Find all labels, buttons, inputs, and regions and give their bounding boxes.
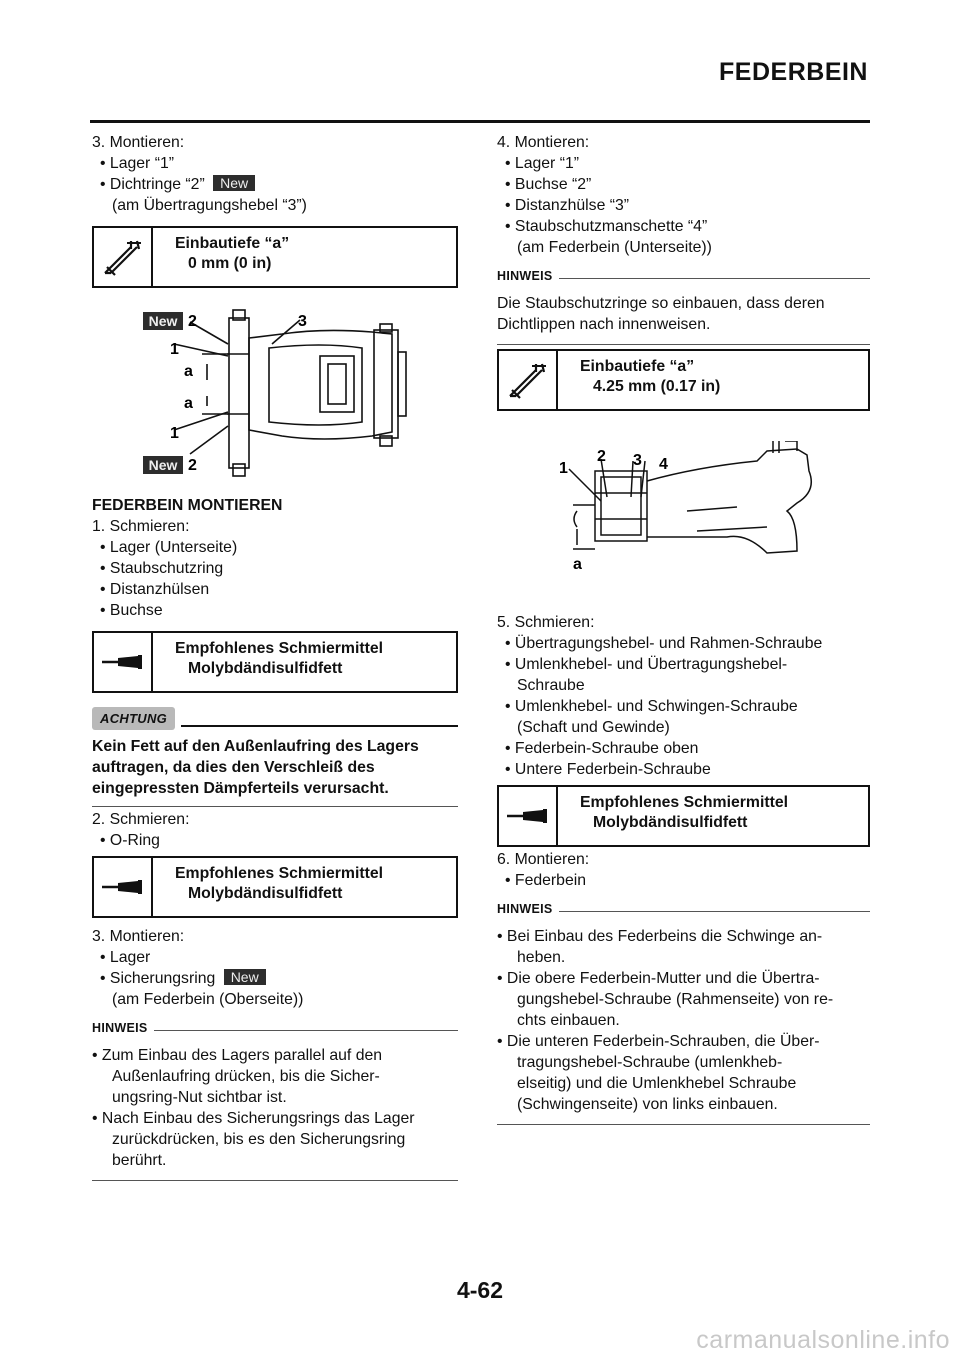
lubricant-value: Molybdändisulfidfett	[593, 814, 748, 831]
figure-label: a	[184, 395, 193, 412]
grease-gun-icon	[499, 787, 558, 845]
lubricant-title: Empfohlenes Schmiermittel	[175, 640, 384, 657]
list-item: • Distanzhülsen	[100, 581, 210, 598]
list-item: • Buchse	[100, 602, 163, 619]
divider	[92, 1180, 458, 1181]
figure-label: a	[573, 556, 582, 573]
note-text: Die Staubschutzringe so einbauen, dass deren Dichtlippen nach innenweisen.	[497, 295, 825, 333]
note-label: HINWEIS	[497, 269, 553, 283]
divider	[497, 344, 870, 345]
list-item: • Distanzhülse “3”	[505, 197, 630, 214]
caution-label: ACHTUNG	[92, 707, 175, 730]
list-item: • Sicherungsring New	[92, 968, 458, 989]
list-item: • Lager “1”	[505, 155, 580, 172]
step-title: 3. Montieren:	[92, 928, 185, 945]
list-item: Schraube	[517, 677, 585, 694]
spec-box	[497, 349, 870, 411]
note-text: • Bei Einbau des Federbeins die Schwinge an- heben. • Die obere Federbein-Mutter und die Übertra- gungshebel-Schraube (Rahmenseite) von re- chts einbauen. • Die unteren Federbein-Schrauben, die Über- tragungshebel-Schraube (umlenkheb- elseitig) und die Umlenkhebel Schraube (Schwingenseite) von links einbauen.	[497, 928, 834, 1113]
note-label: HINWEIS	[497, 902, 553, 916]
note-header	[497, 899, 870, 920]
section-title: FEDERBEIN MONTIEREN	[92, 497, 283, 514]
watermark: carmanualsonline.info	[696, 1326, 950, 1354]
page-title: FEDERBEIN	[719, 58, 868, 86]
figure-label: a	[184, 363, 193, 380]
lubricant-box	[92, 856, 458, 918]
lubricant-box	[497, 785, 870, 847]
step-title: 6. Montieren:	[497, 851, 590, 868]
note-header	[497, 266, 870, 287]
new-badge: New	[224, 969, 266, 985]
caution-text: Kein Fett auf den Außenlaufring des Lagers auftragen, da dies den Verschleiß des eingepressten Dämpferteils verursacht.	[92, 738, 419, 797]
grease-gun-icon	[94, 858, 153, 916]
left-column	[92, 132, 458, 1181]
lubricant-title: Empfohlenes Schmiermittel	[175, 865, 384, 882]
figure-label: 1	[170, 425, 179, 442]
header-rule	[90, 120, 870, 123]
figure-shock-lower	[497, 441, 870, 596]
caution-header	[92, 707, 458, 730]
step-title: 5. Schmieren:	[497, 614, 595, 631]
list-item: • Umlenkhebel- und Übertragungshebel-	[505, 656, 788, 673]
step-title: 3. Montieren:	[92, 134, 185, 151]
spec-title: Einbautiefe “a”	[175, 235, 290, 252]
list-item: • Lager	[100, 949, 151, 966]
list-note: (am Federbein (Oberseite))	[112, 991, 304, 1008]
note-label: HINWEIS	[92, 1021, 148, 1035]
list-item: • Federbein	[505, 872, 587, 889]
spec-value: 4.25 mm (0.17 in)	[593, 378, 721, 395]
divider	[92, 806, 458, 807]
note-text: • Zum Einbau des Lagers parallel auf den Außenlaufring drücken, bis die Sicher- ungsring-Nut sichtbar ist. • Nach Einbau des Sicherungsrings das Lager zurückdrücken, bis es den Sicherungsring berührt.	[92, 1047, 415, 1169]
list-note: (am Übertragungshebel “3”)	[112, 197, 307, 214]
list-item: • Lager “1”	[100, 155, 175, 172]
step-title: 2. Schmieren:	[92, 811, 190, 828]
list-item: • Staubschutzmanschette “4”	[505, 218, 708, 235]
lubricant-title: Empfohlenes Schmiermittel	[580, 794, 789, 811]
caliper-icon	[499, 351, 558, 409]
caliper-icon	[94, 228, 153, 286]
list-item: • Umlenkhebel- und Schwingen-Schraube	[505, 698, 798, 715]
step-title: 4. Montieren:	[497, 134, 590, 151]
spec-value: 0 mm (0 in)	[188, 255, 272, 272]
new-badge: New	[148, 313, 178, 329]
spec-box	[92, 226, 458, 288]
step-title: 1. Schmieren:	[92, 518, 190, 535]
list-item: (Schaft und Gewinde)	[517, 719, 670, 736]
lubricant-box	[92, 631, 458, 693]
figure-label: 2	[188, 457, 197, 474]
list-item: • Lager (Unterseite)	[100, 539, 238, 556]
list-item: • Übertragungshebel- und Rahmen-Schraube	[505, 635, 823, 652]
figure-bearing-lever	[92, 304, 458, 484]
figure-label: 3	[633, 452, 642, 469]
new-badge: New	[213, 175, 255, 191]
figure-label: 2	[597, 448, 606, 465]
list-item: • Federbein-Schraube oben	[505, 740, 699, 757]
figure-label: 3	[298, 313, 307, 330]
list-item: • Staubschutzring	[100, 560, 224, 577]
list-note: (am Federbein (Unterseite))	[517, 239, 712, 256]
figure-label: 4	[659, 456, 668, 473]
note-header	[92, 1018, 458, 1039]
divider	[497, 1124, 870, 1125]
list-item: • Untere Federbein-Schraube	[505, 761, 711, 778]
list-item: • O-Ring	[100, 832, 160, 849]
list-item: • Dichtringe “2” New	[92, 174, 458, 195]
lubricant-value: Molybdändisulfidfett	[188, 660, 343, 677]
new-badge: New	[148, 457, 178, 473]
page-number: 4-62	[456, 1277, 504, 1303]
figure-label: 1	[559, 460, 568, 477]
figure-label: 1	[170, 341, 179, 358]
figure-label: 2	[188, 313, 197, 330]
grease-gun-icon	[94, 633, 153, 691]
list-item: • Buchse “2”	[505, 176, 592, 193]
lubricant-value: Molybdändisulfidfett	[188, 885, 343, 902]
spec-title: Einbautiefe “a”	[580, 358, 695, 375]
right-column	[497, 132, 870, 1125]
